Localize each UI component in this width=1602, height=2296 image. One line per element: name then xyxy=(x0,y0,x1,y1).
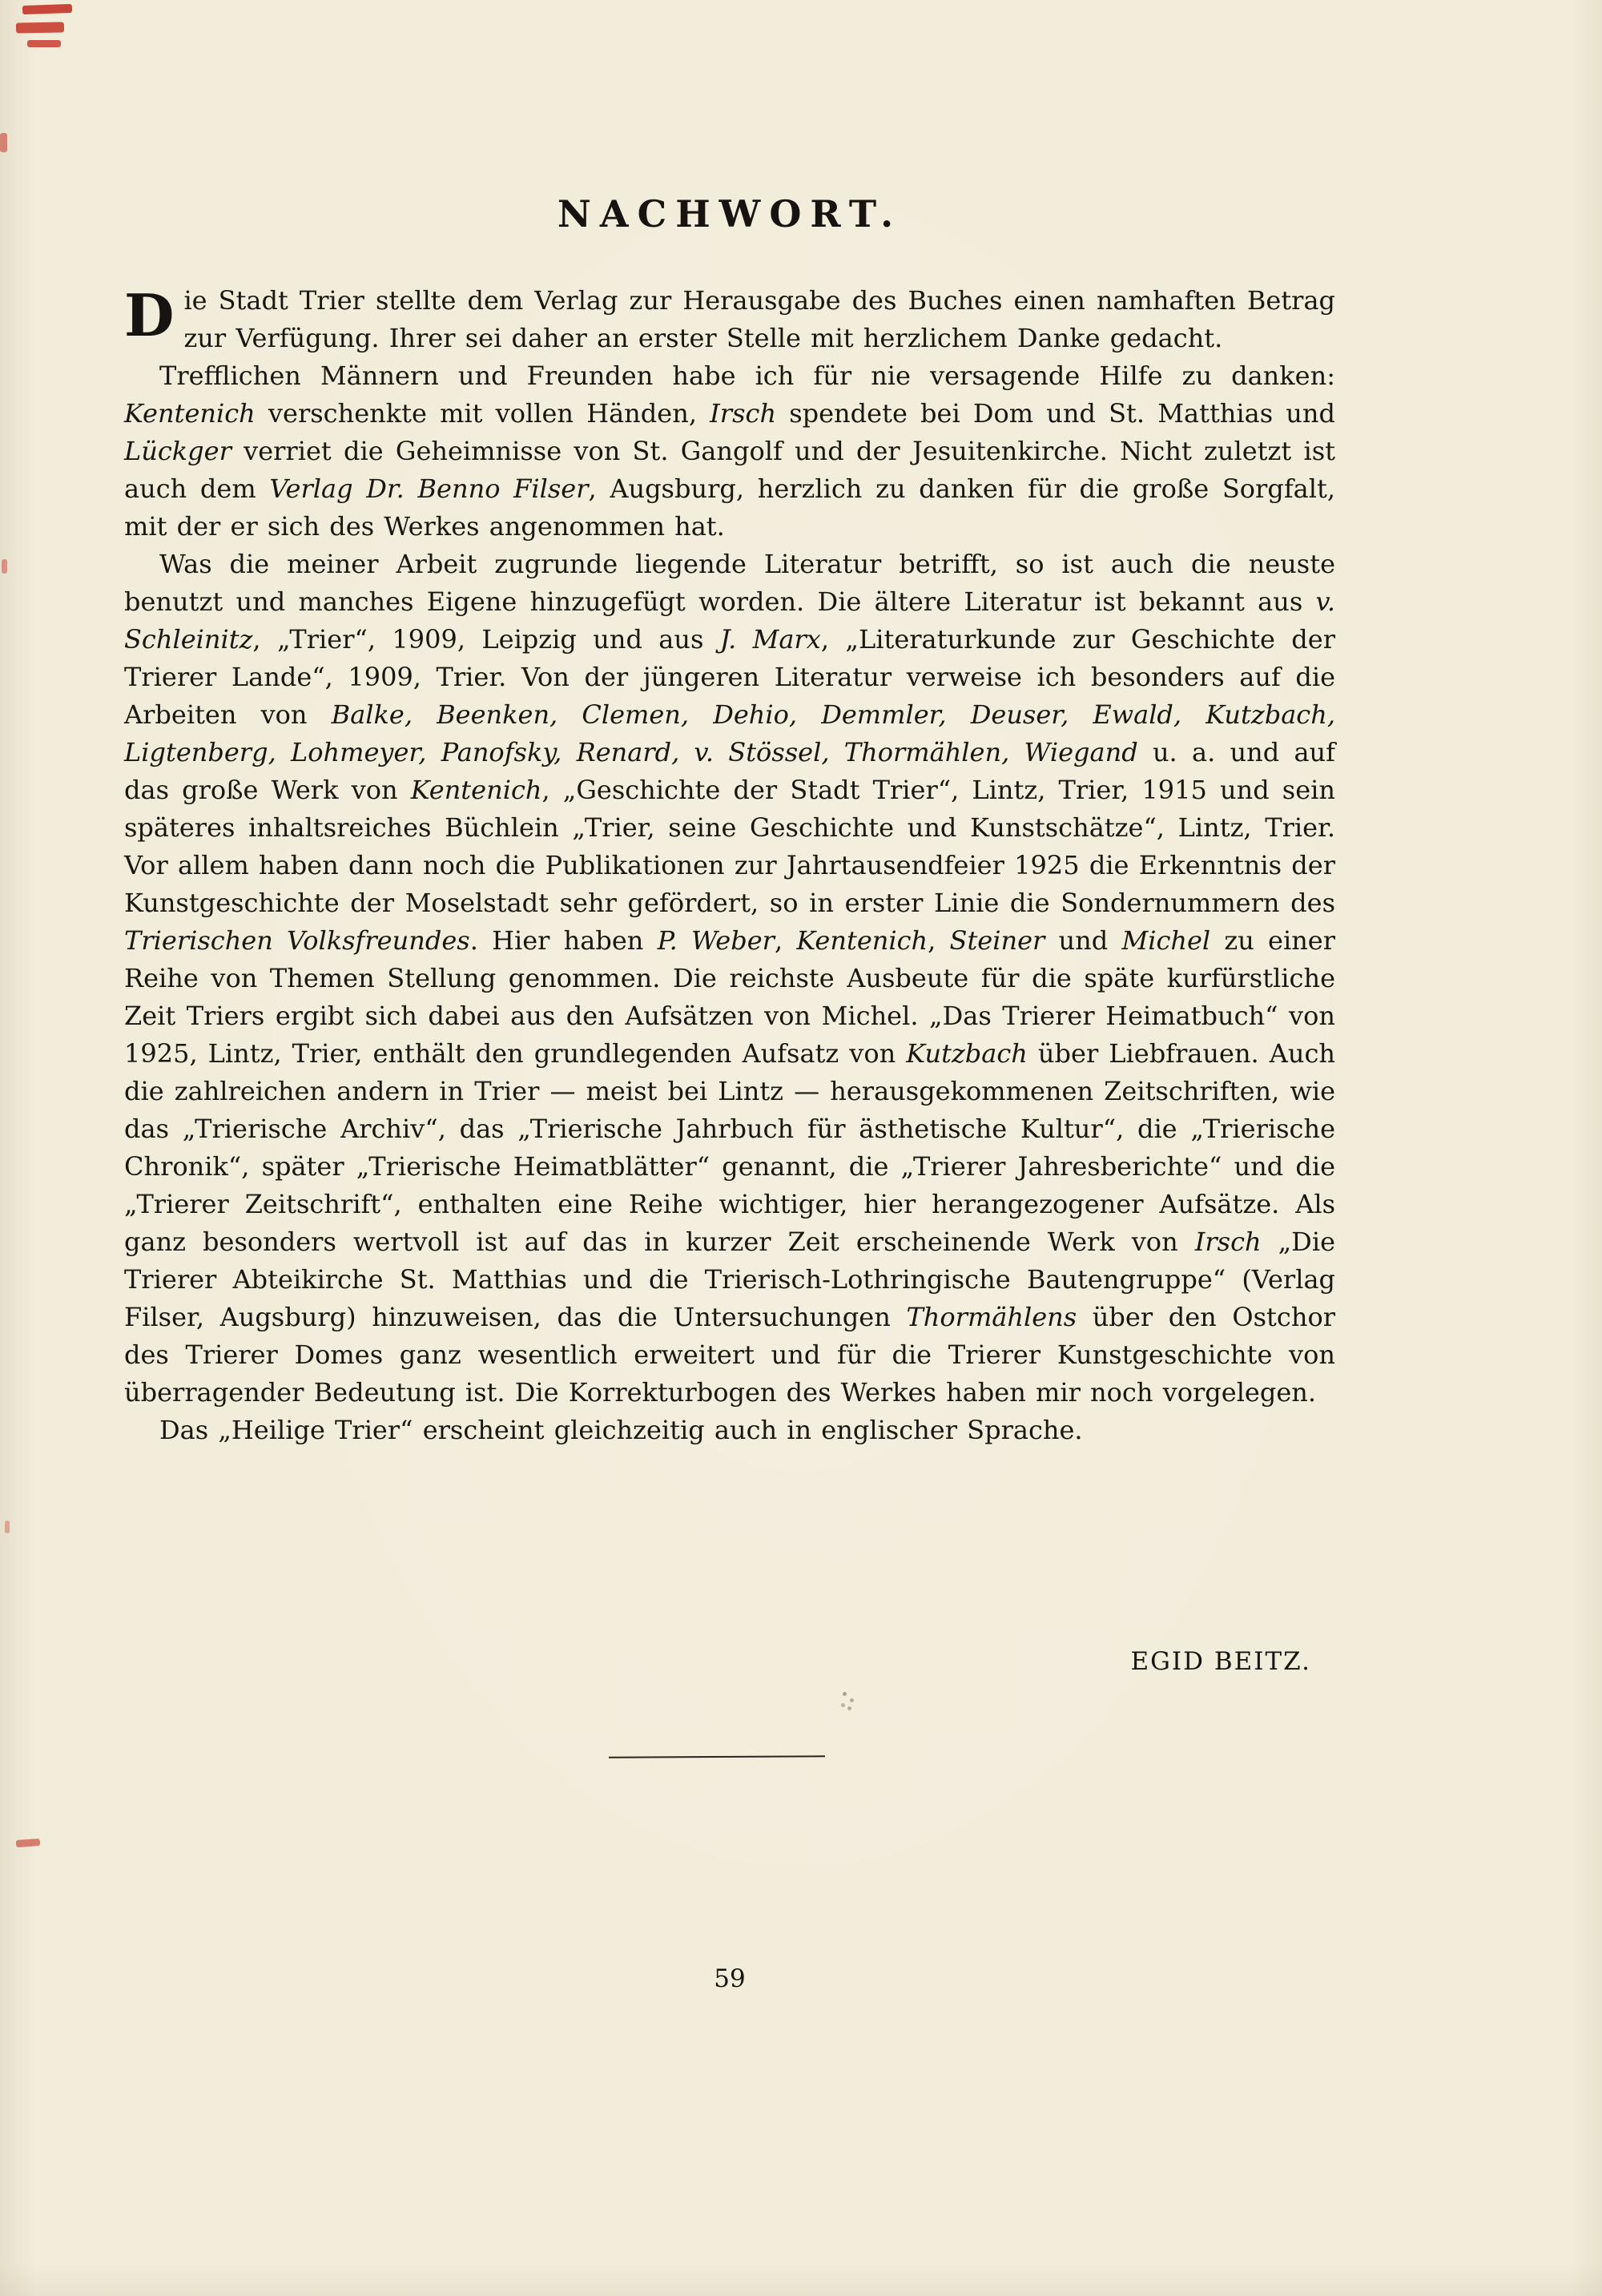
text-run: und xyxy=(1045,925,1122,956)
text-run: , Augsburg, herzlich zu danken für die große Sorgfalt, mit der er sich des Werkes angenommen hat. xyxy=(124,473,1336,542)
text-run: , „Geschichte der Stadt Trier“, Lintz, Trier, 1915 und sein späteres inhaltsreiches Büchlein „Trier, seine Geschichte und Kunstschätze“, Lintz, Trier. Vor allem haben dann noch die Publikationen zur Jahrtausendfeier 1925 die Erkenntnis der Kunstgeschichte der Moselstadt sehr gefördert, so in erster Linie die Sondernummern des xyxy=(124,775,1336,918)
text-run: , xyxy=(928,925,950,956)
italic-text-run: Irsch xyxy=(1194,1227,1262,1257)
end-rule xyxy=(609,1755,825,1758)
red-edge-mark xyxy=(0,133,7,152)
red-edge-mark xyxy=(2,559,7,574)
italic-text-run: Steiner xyxy=(949,925,1045,956)
text-run: spendete bei Dom und St. Matthias und xyxy=(776,398,1336,429)
red-edge-mark xyxy=(16,22,64,33)
text-run: über den Ostchor des Trierer Domes ganz wesentlich erweitert und für die Trierer Kunstgeschichte von überragender Bedeutung ist. Die Korrekturbogen des Werkes haben mir noch vorgelegen. xyxy=(124,1302,1336,1408)
text-run: . Hier haben xyxy=(469,925,658,956)
paragraph xyxy=(124,282,1335,357)
paragraph xyxy=(124,357,1335,546)
paragraph xyxy=(124,546,1335,1412)
italic-text-run: Michel xyxy=(1121,925,1211,956)
italic-text-run: Irsch xyxy=(710,398,777,429)
red-edge-mark xyxy=(5,1521,10,1533)
text-run: über Liebfrauen. Auch die zahlreichen andern in Trier — meist bei Lintz — herausgekommenen Zeitschriften, wie das „Trierische Archiv“, das „Trierische Jahrbuch für ästhetische Kultur“, die „Trierische Chronik“, später „Trierische Heimatblätter“ genannt, die „Trierer Jahresberichte“ und die „Trierer Zeitschrift“, enthalten eine Reihe wichtiger, hier herangezogener Aufsätze. Als ganz besonders wertvoll ist auf das in kurzer Zeit erscheinende Werk von xyxy=(124,1038,1336,1257)
italic-text-run: Thormählens xyxy=(906,1302,1077,1332)
italic-text-run: P. Weber xyxy=(657,925,775,956)
scan-smudge xyxy=(843,1692,847,1696)
page-number: 59 xyxy=(714,1964,746,1993)
red-edge-mark xyxy=(27,40,61,47)
author-signature: EGID BEITZ. xyxy=(1130,1647,1311,1676)
text-run: , „Trier“, 1909, Leipzig und aus xyxy=(252,624,720,655)
text-run: u. a. und auf das große Werk von xyxy=(124,737,1336,805)
text-run: ie Stadt Trier stellte dem Verlag zur Herausgabe des Buches einen namhaften Betrag zur Verfügung. Ihrer sei daher an erster Stelle mit herzlichem Danke gedacht. xyxy=(183,285,1335,353)
red-edge-mark xyxy=(16,1839,41,1847)
text-run: , „Literaturkunde zur Geschichte der Trierer Lande“, 1909, Trier. Von der jüngeren Literatur verweise ich besonders auf die Arbeiten von xyxy=(124,624,1336,730)
body-text xyxy=(124,282,1335,1449)
italic-text-run: Lückger xyxy=(124,436,231,466)
text-run: „Die Trierer Abteikirche St. Matthias und die Trierisch-Lothringische Bautengruppe“ (Verlag Filser, Augsburg) hinzuweisen, das die Untersuchungen xyxy=(124,1227,1336,1332)
italic-text-run: v. Schleinitz xyxy=(124,586,1335,655)
drop-cap: D xyxy=(124,281,175,349)
text-run: verschenkte mit vollen Händen, xyxy=(255,398,710,429)
text-run: Das „Heilige Trier“ erscheint gleichzeitig auch in englischer Sprache. xyxy=(159,1415,1083,1445)
page-title: NACHWORT. xyxy=(557,192,903,236)
text-run: , xyxy=(774,925,797,956)
red-edge-mark xyxy=(22,4,72,14)
italic-text-run: Kutzbach xyxy=(906,1038,1028,1069)
text-run: zu einer Reihe von Themen Stellung genommen. Die reichste Ausbeute für die späte kurfürstliche Zeit Triers ergibt sich dabei aus den Aufsätzen von Michel. „Das Trierer Heimatbuch“ von 1925, Lintz, Trier, enthält den grundlegenden Aufsatz von xyxy=(124,925,1336,1069)
text-run: verriet die Geheimnisse von St. Gangolf und der Jesuitenkirche. Nicht zuletzt ist auch dem xyxy=(124,436,1335,504)
italic-text-run: Kentenich xyxy=(796,925,928,956)
italic-text-run: Kentenich xyxy=(124,398,256,429)
italic-text-run: Verlag Dr. Benno Filser xyxy=(269,473,589,504)
text-run: Was die meiner Arbeit zugrunde liegende Literatur betrifft, so ist auch die neuste benutzt und manches Eigene hinzugefügt worden. Die ältere Literatur ist bekannt aus xyxy=(124,549,1335,617)
italic-text-run: Kentenich xyxy=(410,775,542,805)
italic-text-run: Balke, Beenken, Clemen, Dehio, Demmler, Deuser, Ewald, Kutzbach, Ligtenberg, Lohmeyer, Panofsky, Renard, v. Stössel, Thormählen, Wiegand xyxy=(124,699,1336,767)
text-run: Trefflichen Männern und Freunden habe ich für nie versagende Hilfe zu danken: xyxy=(159,361,1335,391)
italic-text-run: J. Marx xyxy=(719,624,821,655)
paragraph xyxy=(124,1412,1335,1449)
italic-text-run: Trierischen Volksfreundes xyxy=(124,925,470,956)
